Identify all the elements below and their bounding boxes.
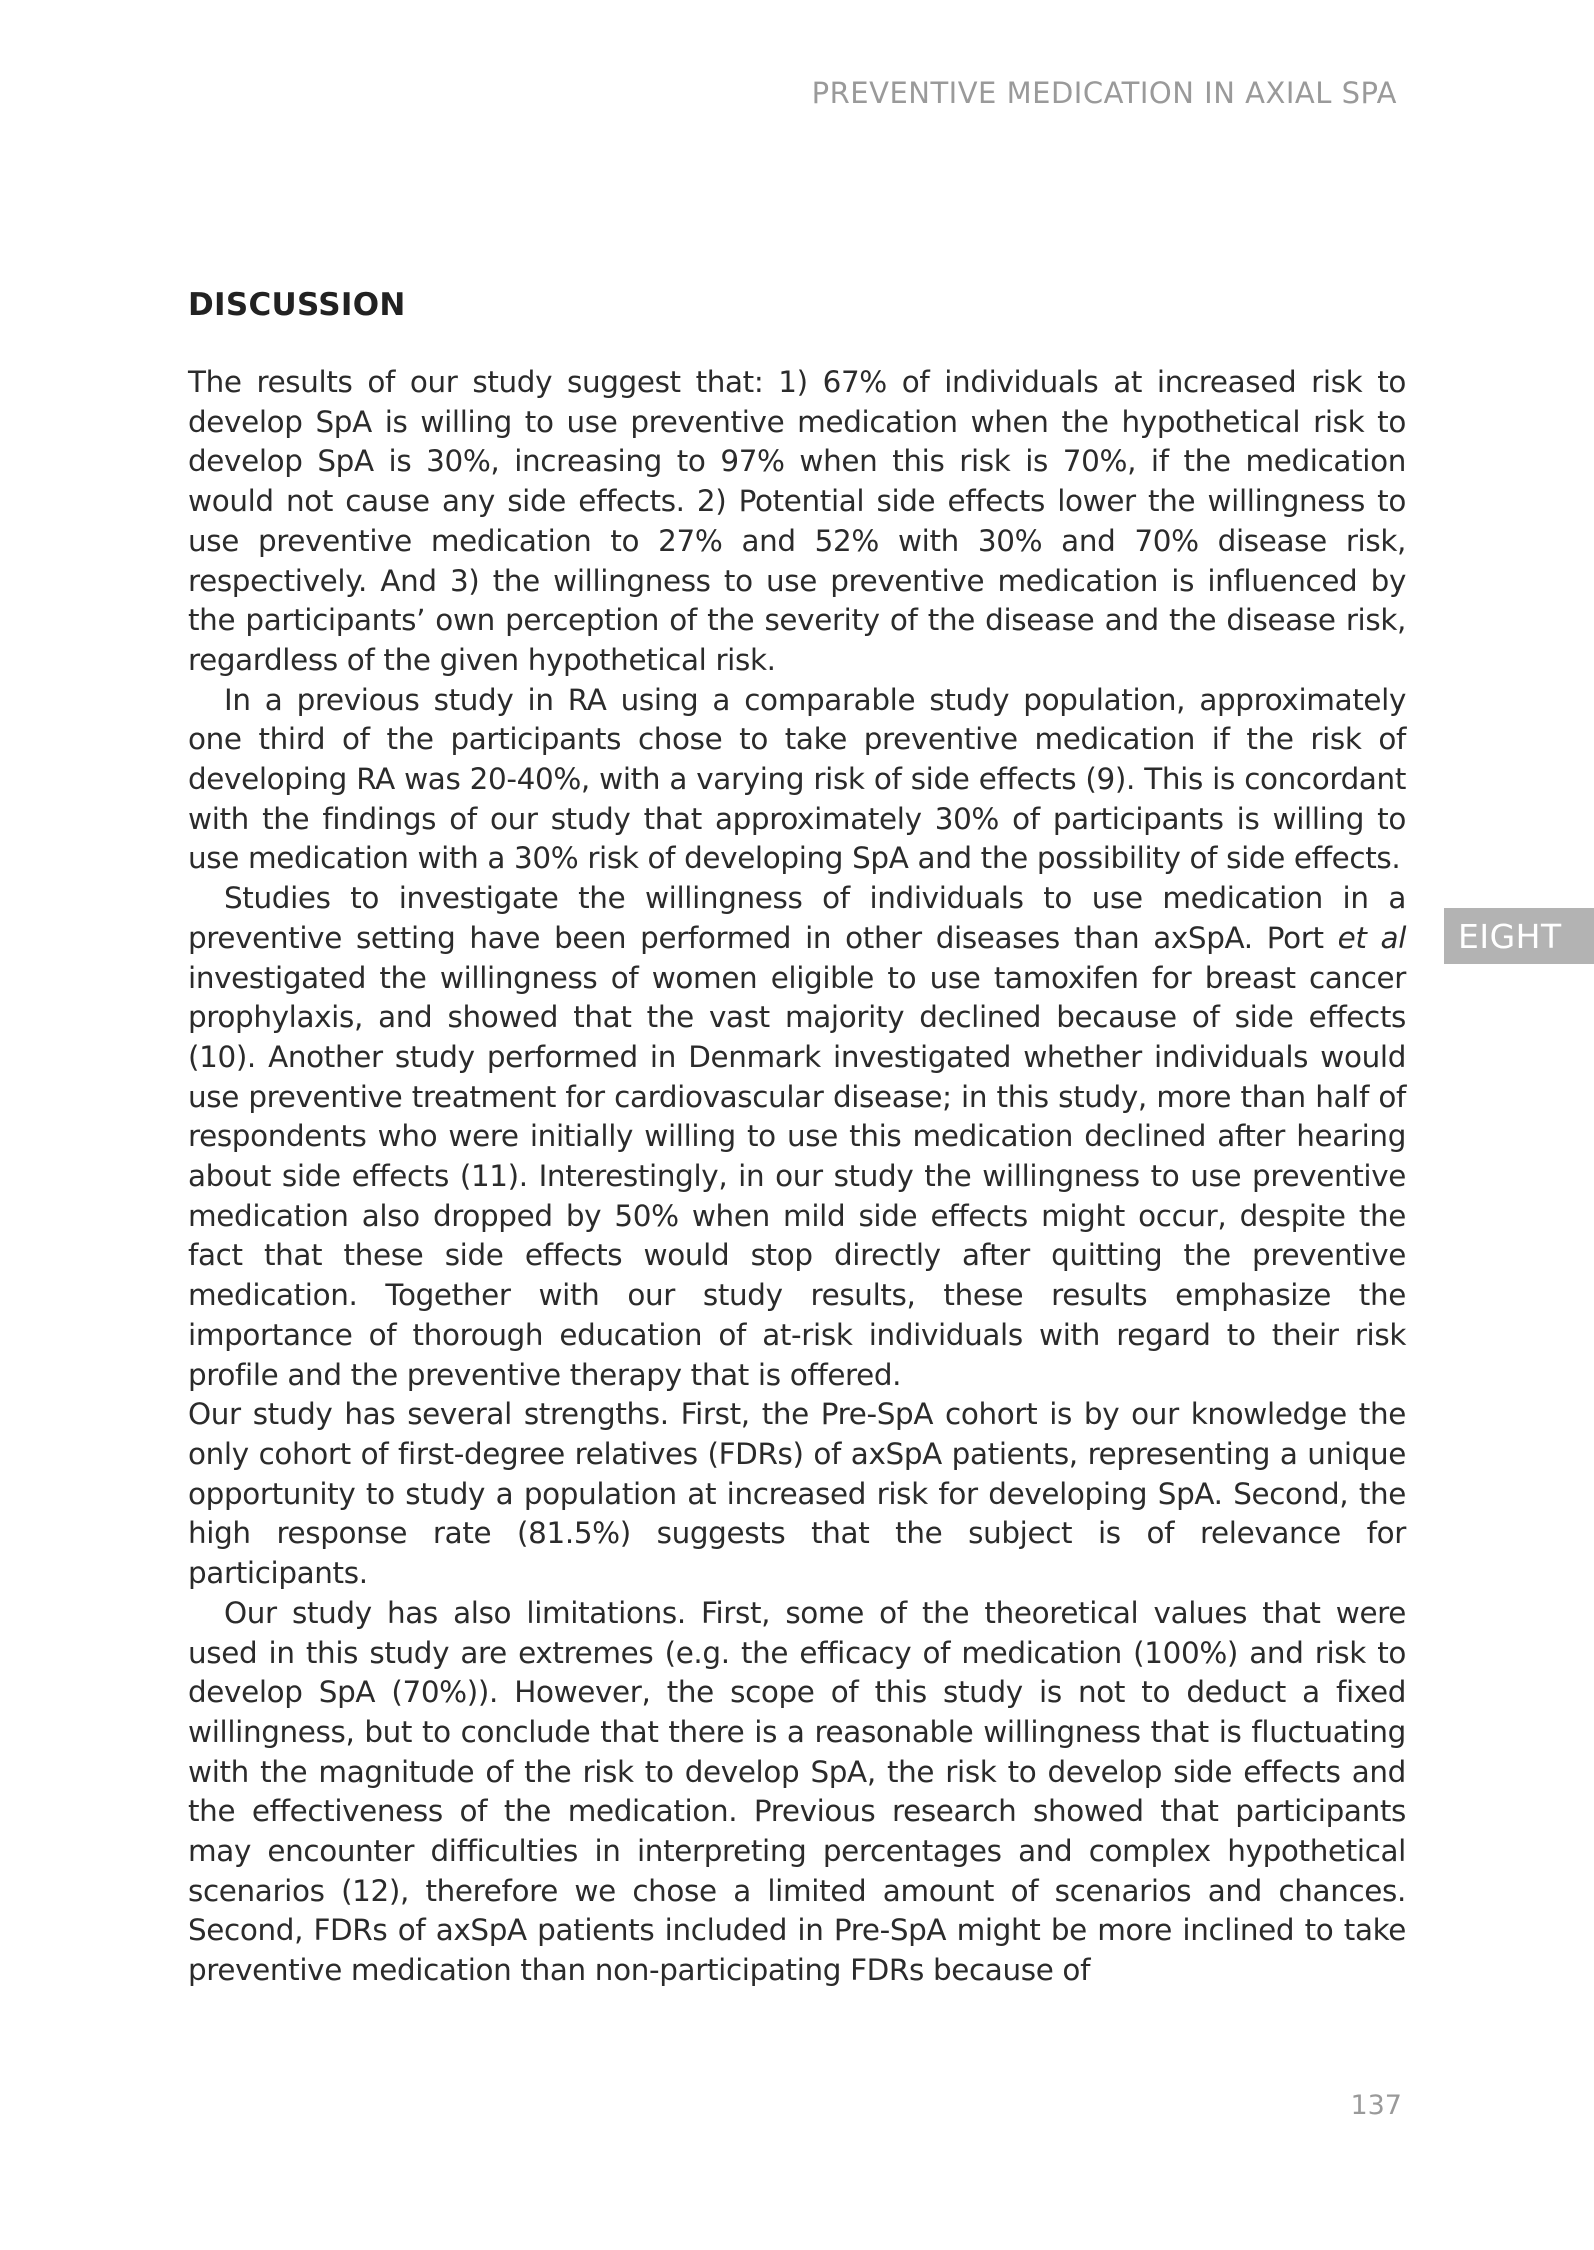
paragraph-3 [188,879,1406,1395]
body-text [188,363,1406,1991]
paragraph-1: The results of our study suggest that: 1) 67% of individuals at increased risk to develop SpA is willing to use preventive medication when the hypothetical risk to develop SpA is 30%, increasing to 97% when this risk is 70%, if the medication would not cause any side effects. 2) Potential side effects lower the willingness to use preventive medication to 27% and 52% with 30% and 70% disease risk, respectively. And 3) the willingness to use preventive medication is influenced by the participants’ own perception of the severity of the disease and the disease risk, regardless of the given hypothetical risk. [188,365,1406,677]
page-number: 137 [1350,2090,1402,2121]
paragraph-4: Our study has several strengths. First, the Pre-SpA cohort is by our knowledge the only cohort of first-degree relatives (FDRs) of axSpA patients, representing a unique opportunity to study a population at increased risk for developing SpA. Second, the high response rate (81.5%) suggests that the subject is of relevance for participants. [188,1397,1406,1591]
paragraph-2: In a previous study in RA using a comparable study population, approximately one third of the participants chose to take preventive medication if the risk of developing RA was 20-40%, with a varying risk of side effects (9). This is concordant with the findings of our study that approximately 30% of participants is willing to use medication with a 30% risk of developing SpA and the possibility of side effects. [188,682,1406,876]
chapter-tab-label: EIGHT [1458,916,1562,956]
running-header: PREVENTIVE MEDICATION IN AXIAL SPA [811,76,1397,110]
paragraph-3-text-b: investigated the willingness of women eligible to use tamoxifen for breast cancer prophylaxis, and showed that the vast majority declined because of side effects (10). Another study performed in Denmark investigated whether individuals would use preventive treatment for cardiovascular disease; in this study, more than half of respondents who were initially willing to use this medication declined after hearing about side effects (11). Interestingly, in our study the willingness to use preventive medication also dropped by 50% when mild side effects might occur, despite the fact that these side effects would stop directly after quitting the preventive medication. Together with our study results, these results emphasize the importance of thorough education of at-risk individuals with regard to their risk profile and the preventive therapy that is offered. [188,960,1406,1392]
section-heading: DISCUSSION [188,287,406,323]
paragraph-3-text-a: Studies to investigate the willingness of individuals to use medication in a preventive setting have been performed in other diseases than axSpA. Port [188,881,1406,955]
chapter-tab [1444,908,1594,964]
paragraph-5: Our study has also limitations. First, some of the theoretical values that were used in this study are extremes (e.g. the efficacy of medication (100%) and risk to develop SpA (70%)). However, the scope of this study is not to deduct a fixed willingness, but to conclude that there is a reasonable willingness that is fluctuating with the magnitude of the risk to develop SpA, the risk to develop side effects and the effectiveness of the medication. Previous research showed that participants may encounter difficulties in interpreting percentages and complex hypothetical scenarios (12), therefore we chose a limited amount of scenarios and chances. Second, FDRs of axSpA patients included in Pre-SpA might be more inclined to take preventive medication than non-participating FDRs because of [188,1595,1406,1988]
paragraph-3-italic: et al [1337,920,1407,955]
